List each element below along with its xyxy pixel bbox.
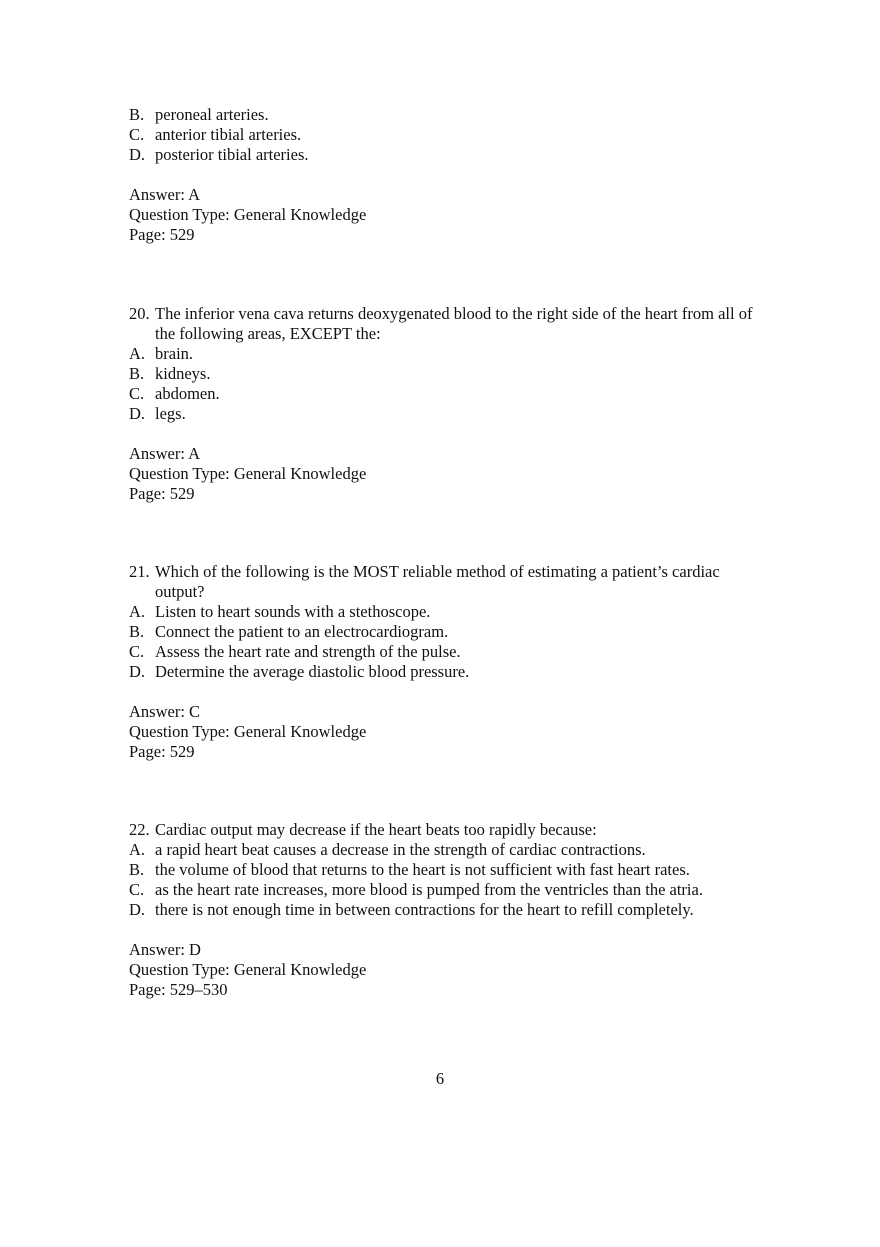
answer: Answer: A	[129, 444, 201, 463]
question-stem: 20. The inferior vena cava returns deoxygenated blood to the right side of the heart from all of the following areas, EXCEPT the:	[129, 304, 753, 343]
answer-meta	[129, 185, 769, 245]
option-a: A. Listen to heart sounds with a stethoscope.	[129, 602, 431, 621]
question-number: 20.	[129, 304, 150, 323]
option-d: D. posterior tibial arteries.	[129, 145, 309, 164]
option-b: B. the volume of blood that returns to the heart is not sufficient with fast heart rates.	[129, 860, 690, 879]
page-ref: Page: 529	[129, 225, 195, 244]
answer: Answer: D	[129, 940, 201, 959]
page-ref: Page: 529–530	[129, 980, 228, 999]
option-b: B. kidneys.	[129, 364, 211, 383]
option-d: D. there is not enough time in between contractions for the heart to refill completely.	[129, 900, 694, 919]
question-20	[129, 304, 769, 504]
option-c: C. as the heart rate increases, more blood is pumped from the ventricles than the atria.	[129, 880, 703, 899]
question-stem: 21. Which of the following is the MOST reliable method of estimating a patient’s cardiac output?	[129, 562, 720, 601]
option-c: C. abdomen.	[129, 384, 220, 403]
option-d: D. legs.	[129, 404, 186, 423]
answer: Answer: C	[129, 702, 201, 721]
question-stem: 22. Cardiac output may decrease if the heart beats too rapidly because:	[129, 820, 597, 839]
option-d: D. Determine the average diastolic blood pressure.	[129, 662, 470, 681]
answer-meta	[129, 702, 769, 762]
option-a: A. brain.	[129, 344, 194, 363]
answer-meta	[129, 940, 769, 1000]
question-type: Question Type: General Knowledge	[129, 960, 367, 979]
question-21	[129, 562, 769, 762]
question-22	[129, 820, 769, 1000]
question-number: 22.	[129, 820, 150, 839]
answer-meta	[129, 444, 769, 504]
option-c: C. Assess the heart rate and strength of the pulse.	[129, 642, 461, 661]
page-number: 6	[435, 1069, 445, 1088]
question-type: Question Type: General Knowledge	[129, 722, 367, 741]
option-b: B. Connect the patient to an electrocardiogram.	[129, 622, 449, 641]
page-ref: Page: 529	[129, 742, 195, 761]
page-ref: Page: 529	[129, 484, 195, 503]
option-c: C. anterior tibial arteries.	[129, 125, 302, 144]
answer: Answer: A	[129, 185, 201, 204]
question-19-continuation	[129, 105, 769, 245]
option-b: B. peroneal arteries.	[129, 105, 269, 124]
question-type: Question Type: General Knowledge	[129, 205, 367, 224]
question-type: Question Type: General Knowledge	[129, 464, 367, 483]
option-a: A. a rapid heart beat causes a decrease in the strength of cardiac contractions.	[129, 840, 646, 859]
question-number: 21.	[129, 562, 150, 581]
